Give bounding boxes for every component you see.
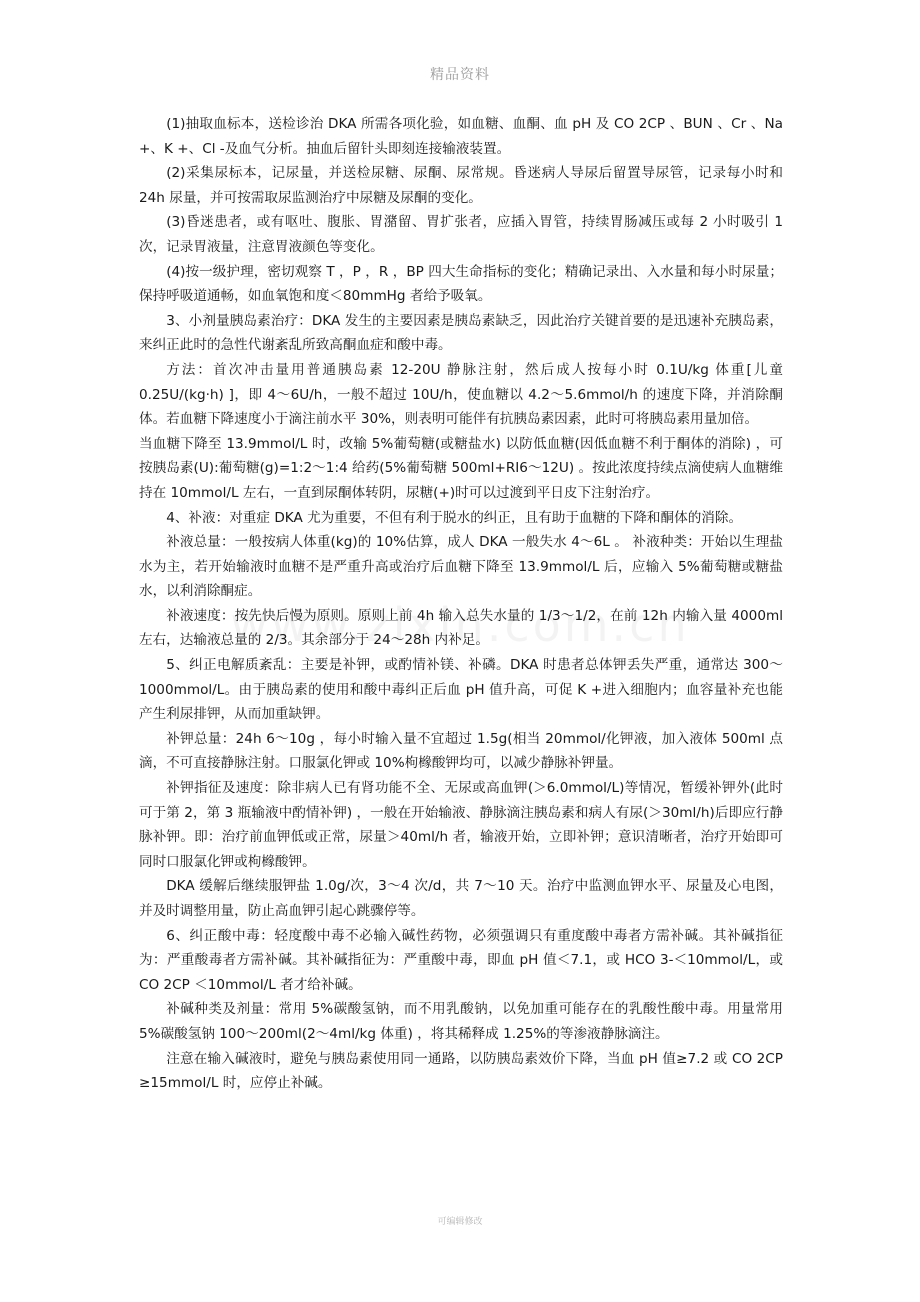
paragraph-17: 注意在输入碱液时，避免与胰岛素使用同一通路，以防胰岛素效价下降，当血 pH 值≥7.2 或 CO 2CP ≥15mmol/L 时，应停止补碱。: [139, 1050, 783, 1092]
paragraph-7: 当血糖下降至 13.9mmol/L 时，改输 5%葡萄糖(或糖盐水) 以防低血糖(因低血糖不利于酮体的消除) ，可按胰岛素(U):葡萄糖(g)=1:2～1:4 给药(5%葡萄糖 500ml+RI6～12U) 。按此浓度持续点滴使病人血糖维持在 10mmol/L 左右，一直到尿酮体转阴，尿糖(+)时可以过渡到平日皮下注射治疗。: [139, 435, 783, 501]
paragraph-8: 4、补液：对重症 DKA 尤为重要，不但有利于脱水的纠正，且有助于血糖的下降和酮体的消除。: [166, 509, 743, 526]
page-footer: 可编辑修改: [437, 1217, 483, 1227]
paragraph-12: 补钾总量：24h 6～10g ，每小时输入量不宜超过 1.5g(相当 20mmol/化钾液，加入液体 500ml 点滴，不可直接静脉注射。口服氯化钾或 10%枸橼酸钾均可，以减少静脉补钾量。: [139, 730, 783, 772]
paragraph-10: 补液速度：按先快后慢为原则。原则上前 4h 输入总失水量的 1/3～1/2，在前 12h 内输入量 4000ml 左右，达输液总量的 2/3。其余部分于 24～28h 内补足。: [139, 607, 783, 649]
paragraph-16: 补碱种类及剂量：常用 5%碳酸氢钠，而不用乳酸钠，以免加重可能存在的乳酸性酸中毒。用量常用 5%碳酸氢钠 100～200ml(2～4ml/kg 体重) ，将其稀释成 1.25%的等渗液静脉滴注。: [139, 1001, 783, 1042]
paragraph-14: DKA 缓解后继续服钾盐 1.0g/次，3～4 次/d，共 7～10 天。治疗中监测血钾水平、尿量及心电图，并及时调整用量，防止高血钾引起心跳骤停等。: [139, 878, 783, 919]
paragraph-1: (1)抽取血标本，送检诊治 DKA 所需各项化验，如血糖、血酮、血 pH 及 CO 2CP 、BUN 、Cr 、Na +、K +、Cl -及血气分析。抽血后留针头即刻连接输液装置。: [139, 116, 783, 157]
paragraph-3: (3)昏迷患者，或有呕吐、腹胀、胃潴留、胃扩张者，应插入胃管，持续胃肠减压或每 2 小时吸引 1 次，记录胃液量，注意胃液颜色等变化。: [139, 214, 783, 255]
document-body: [139, 112, 783, 1096]
paragraph-5: 3、小剂量胰岛素治疗：DKA 发生的主要因素是胰岛素缺乏，因此治疗关键首要的是迅速补充胰岛素，来纠正此时的急性代谢紊乱所致高酮血症和酸中毒。: [139, 312, 783, 354]
paragraph-15: 6、纠正酸中毒：轻度酸中毒不必输入碱性药物，必须强调只有重度酸中毒者方需补碱。其补碱指征为：严重酸毒者方需补碱。其补碱指征为：严重酸中毒，即血 pH 值＜7.1，或 HCO 3-＜10mmol/L，或 CO 2CP ＜10mmol/L 者才给补碱。: [139, 927, 783, 993]
paragraph-4: (4)按一级护理，密切观察 T ，P ，R ，BP 四大生命指标的变化；精确记录出、入水量和每小时尿量；保持呼吸道通畅，如血氧饱和度＜80mmHg 者给予吸氧。: [139, 263, 783, 305]
paragraph-11: 5、纠正电解质紊乱：主要是补钾，或酌情补镁、补磷。DKA 时患者总体钾丢失严重，通常达 300～1000mmol/L。由于胰岛素的使用和酸中毒纠正后血 pH 值升高，可促 K +进入细胞内；血容量补充也能产生利尿排钾，从而加重缺钾。: [139, 657, 783, 723]
paragraph-6: 方法：首次冲击量用普通胰岛素 12-20U 静脉注射，然后成人按每小时 0.1U/kg 体重[儿童 0.25U/(kg·h) ]，即 4～6U/h，一般不超过 10U/h，使血糖以 4.2～5.6mmol/h 的速度下降，并消除酮体。若血糖下降速度小于滴注前水平 30%，则表明可能伴有抗胰岛素因素，此时可将胰岛素用量加倍。: [139, 361, 783, 428]
paragraph-13: 补钾指征及速度：除非病人已有肾功能不全、无尿或高血钾(＞6.0mmol/L)等情况，暂缓补钾外(此时可于第 2，第 3 瓶输液中酌情补钾) ，一般在开始输液、静脉滴注胰岛素和病人有尿(＞30ml/h)后即应行静脉补钾。即：治疗前血钾低或正常，尿量＞40ml/h 者，输液开始，立即补钾；意识清晰者，治疗开始即可同时口服氯化钾或枸橼酸钾。: [139, 780, 783, 870]
page-header: 精品资料: [430, 67, 490, 83]
paragraph-2: (2)采集尿标本，记尿量，并送检尿糖、尿酮、尿常规。昏迷病人导尿后留置导尿管，记录每小时和 24h 尿量，并可按需取尿监测治疗中尿糖及尿酮的变化。: [139, 165, 783, 206]
paragraph-9: 补液总量：一般按病人体重(kg)的 10%估算，成人 DKA 一般失水 4～6L 。 补液种类：开始以生理盐水为主，若开始输液时血糖不是严重升高或治疗后血糖下降至 13.9mmol/L 后，应输入 5%葡萄糖或糖盐水，以利消除酮症。: [139, 534, 783, 600]
